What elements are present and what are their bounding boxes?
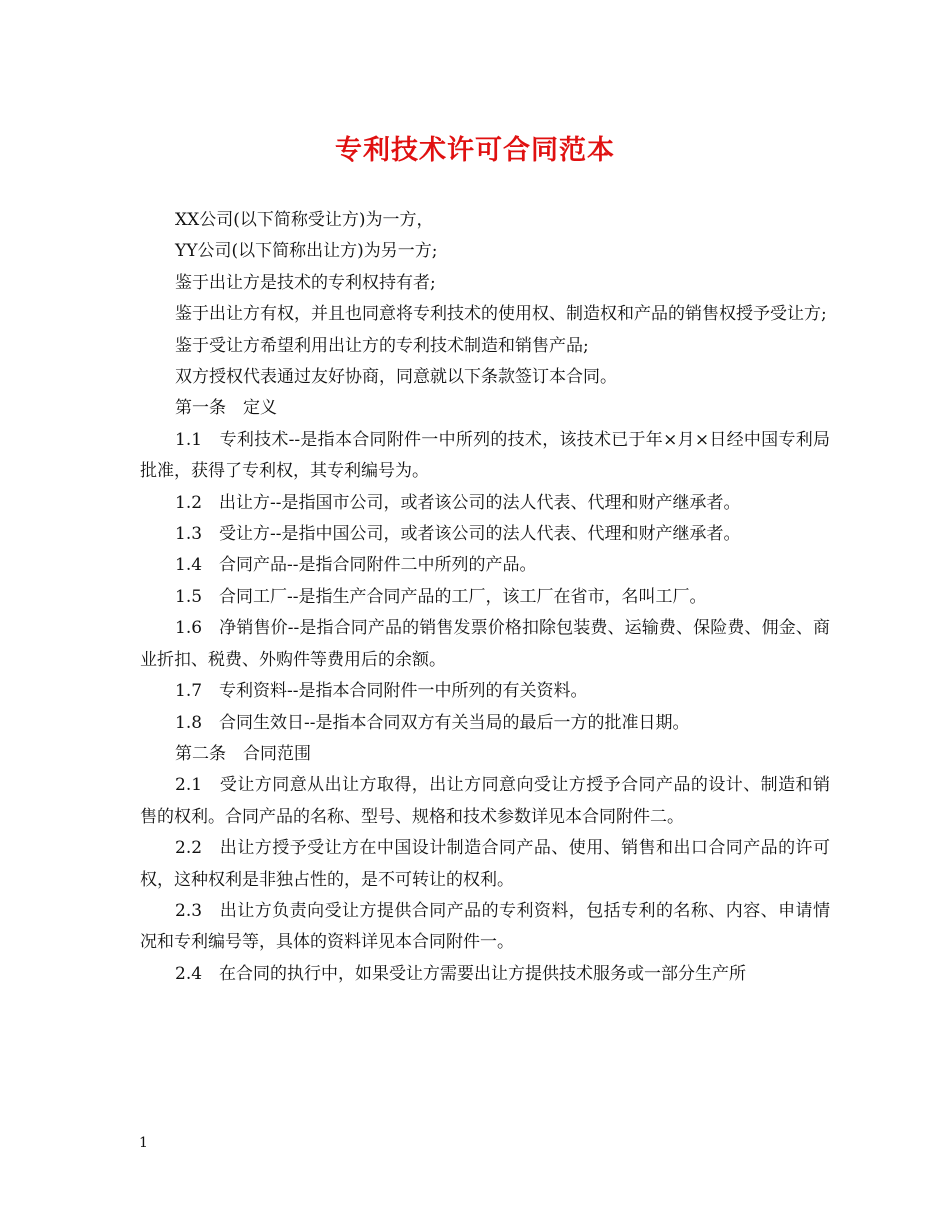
paragraph-whereas-3: 鉴于受让方希望利用出让方的专利技术制造和销售产品;: [175, 335, 589, 356]
clause-1-6: 1.6 净销售价--是指合同产品的销售发票价格扣除包装费、运输费、保险费、佣金、商业折扣、税费、外购件等费用后的余额。: [140, 618, 830, 670]
paragraph-whereas-1: 鉴于出让方是技术的专利权持有者;: [175, 272, 436, 293]
document-body: [140, 205, 830, 990]
section-heading-1: 第一条 定义: [175, 398, 277, 419]
clause-1-4: 1.4 合同产品--是指合同附件二中所列的产品。: [175, 555, 537, 576]
clause-1-2: 1.2 出让方--是指国市公司，或者该公司的法人代表、代理和财产继承者。: [175, 492, 741, 513]
clause-1-8: 1.8 合同生效日--是指本合同双方有关当局的最后一方的批准日期。: [175, 712, 690, 733]
paragraph-party-a: XX公司(以下简称受让方)为一方，: [175, 210, 434, 230]
clause-1-7: 1.7 专利资料--是指本合同附件一中所列的有关资料。: [175, 681, 588, 702]
clause-2-3: 2.3 出让方负责向受让方提供合同产品的专利资料，包括专利的名称、内容、申请情况和专利编号等，具体的资料详见本合同附件一。: [140, 900, 830, 953]
clause-2-1: 2.1 受让方同意从出让方取得，出让方同意向受让方授予合同产品的设计、制造和销售的权利。合同产品的名称、型号、规格和技术参数详见本合同附件二。: [140, 775, 830, 827]
clause-1-3: 1.3 受让方--是指中国公司，或者该公司的法人代表、代理和财产继承者。: [175, 524, 741, 545]
clause-1-1: 1.1 专利技术--是指本合同附件一中所列的技术，该技术已于年×月×日经中国专利局批准，获得了专利权，其专利编号为。: [140, 429, 830, 482]
document-title: 专利技术许可合同范本: [335, 135, 615, 166]
clause-2-2: 2.2 出让方授予受让方在中国设计制造合同产品、使用、销售和出口合同产品的许可权，这种权利是非独占性的，是不可转让的权利。: [140, 838, 830, 890]
section-heading-2: 第二条 合同范围: [175, 743, 311, 764]
paragraph-agreement: 双方授权代表通过友好协商，同意就以下条款签订本合同。: [175, 367, 617, 388]
paragraph-party-b: YY公司(以下简称出让方)为另一方;: [175, 241, 438, 262]
clause-1-5: 1.5 合同工厂--是指生产合同产品的工厂，该工厂在省市，名叫工厂。: [175, 586, 707, 607]
page-number: 1: [139, 1135, 148, 1151]
paragraph-whereas-2: 鉴于出让方有权，并且也同意将专利技术的使用权、制造权和产品的销售权授予受让方;: [175, 304, 827, 325]
clause-2-4: 2.4 在合同的执行中，如果受让方需要出让方提供技术服务或一部分生产所: [175, 963, 747, 984]
